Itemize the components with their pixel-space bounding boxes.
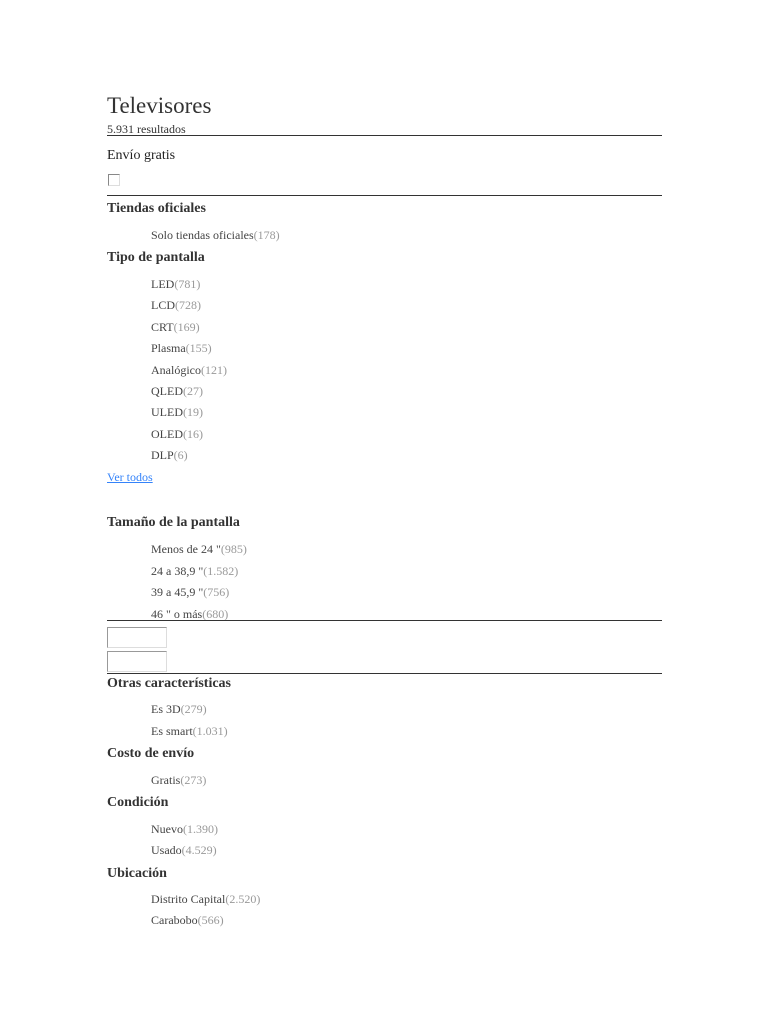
free-shipping-checkbox[interactable] xyxy=(108,174,120,186)
filter-count: (728) xyxy=(175,298,201,312)
filter-count: (279) xyxy=(180,702,207,716)
size-min-input[interactable] xyxy=(107,627,167,648)
condition-heading: Condición xyxy=(107,795,169,810)
filter-distrito-capital[interactable] xyxy=(151,891,260,907)
filter-carabobo[interactable] xyxy=(151,912,224,928)
official-stores-heading: Tiendas oficiales xyxy=(107,201,206,216)
filter-label: Usado xyxy=(151,843,182,857)
filter-count: (169) xyxy=(173,320,200,334)
filter-crt[interactable] xyxy=(151,319,200,335)
filter-count: (6) xyxy=(173,448,188,462)
filter-plasma[interactable] xyxy=(151,340,212,356)
location-heading: Ubicación xyxy=(107,866,167,881)
filter-24-a-38[interactable] xyxy=(151,563,238,579)
filter-count: (781) xyxy=(174,277,201,291)
filter-label: Solo tiendas oficiales xyxy=(151,228,254,242)
filter-label: 46 " o más xyxy=(151,607,203,621)
filter-count: (756) xyxy=(203,585,230,599)
filter-label: Es 3D xyxy=(151,702,181,716)
filter-count: (1.582) xyxy=(203,564,239,578)
filter-count: (4.529) xyxy=(181,843,217,857)
divider xyxy=(107,195,662,196)
filter-dlp[interactable] xyxy=(151,447,188,463)
filter-label: OLED xyxy=(151,427,183,441)
filter-count: (121) xyxy=(201,363,227,377)
filter-count: (680) xyxy=(202,607,229,621)
divider xyxy=(107,135,662,136)
filter-label: DLP xyxy=(151,448,174,462)
see-all-link[interactable]: Ver todos xyxy=(107,470,153,484)
filter-count: (566) xyxy=(197,913,224,927)
filter-count: (2.520) xyxy=(225,892,261,906)
filter-label: Analógico xyxy=(151,363,201,377)
filter-label: Nuevo xyxy=(151,822,183,836)
filter-led[interactable] xyxy=(151,276,200,292)
filter-count: (19) xyxy=(183,405,203,419)
filter-count: (16) xyxy=(183,427,203,441)
filter-count: (985) xyxy=(220,542,247,556)
page-title: Televisores xyxy=(107,93,212,118)
filter-gratis[interactable] xyxy=(151,772,206,788)
filter-label: QLED xyxy=(151,384,183,398)
filter-menos-de-24[interactable] xyxy=(151,541,247,557)
filter-qled[interactable] xyxy=(151,383,203,399)
filter-uled[interactable] xyxy=(151,404,203,420)
filter-count: (27) xyxy=(183,384,203,398)
filter-label: Menos de 24 " xyxy=(151,542,221,556)
divider xyxy=(107,673,662,674)
filter-es-3d[interactable] xyxy=(151,701,207,717)
shipping-cost-heading: Costo de envío xyxy=(107,746,195,761)
filter-label: ULED xyxy=(151,405,183,419)
filter-count: (273) xyxy=(180,773,207,787)
filter-count: (155) xyxy=(185,341,212,355)
screen-size-heading: Tamaño de la pantalla xyxy=(107,515,240,530)
filter-label: CRT xyxy=(151,320,174,334)
divider xyxy=(107,620,662,621)
other-features-heading: Otras características xyxy=(107,676,231,691)
filter-label: 24 a 38,9 " xyxy=(151,564,204,578)
free-shipping-label: Envío gratis xyxy=(107,148,176,163)
filter-label: Carabobo xyxy=(151,913,198,927)
filter-analogico[interactable] xyxy=(151,362,227,378)
filter-nuevo[interactable] xyxy=(151,821,218,837)
filter-label: LED xyxy=(151,277,175,291)
filter-label: Es smart xyxy=(151,724,193,738)
filter-label: 39 a 45,9 " xyxy=(151,585,204,599)
filter-es-smart[interactable] xyxy=(151,723,228,739)
filter-label: Plasma xyxy=(151,341,186,355)
filter-count: (178) xyxy=(253,228,280,242)
filter-count: (1.031) xyxy=(192,724,228,738)
filter-39-a-45[interactable] xyxy=(151,584,229,600)
screen-type-heading: Tipo de pantalla xyxy=(107,250,205,265)
filter-label: Gratis xyxy=(151,773,181,787)
filter-solo-tiendas-oficiales[interactable] xyxy=(151,227,280,243)
results-count: 5.931 resultados xyxy=(107,122,186,136)
filter-usado[interactable] xyxy=(151,842,217,858)
filter-lcd[interactable] xyxy=(151,297,201,313)
filter-label: Distrito Capital xyxy=(151,892,226,906)
filter-count: (1.390) xyxy=(183,822,218,836)
filter-label: LCD xyxy=(151,298,175,312)
filter-oled[interactable] xyxy=(151,426,203,442)
size-max-input[interactable] xyxy=(107,651,167,672)
